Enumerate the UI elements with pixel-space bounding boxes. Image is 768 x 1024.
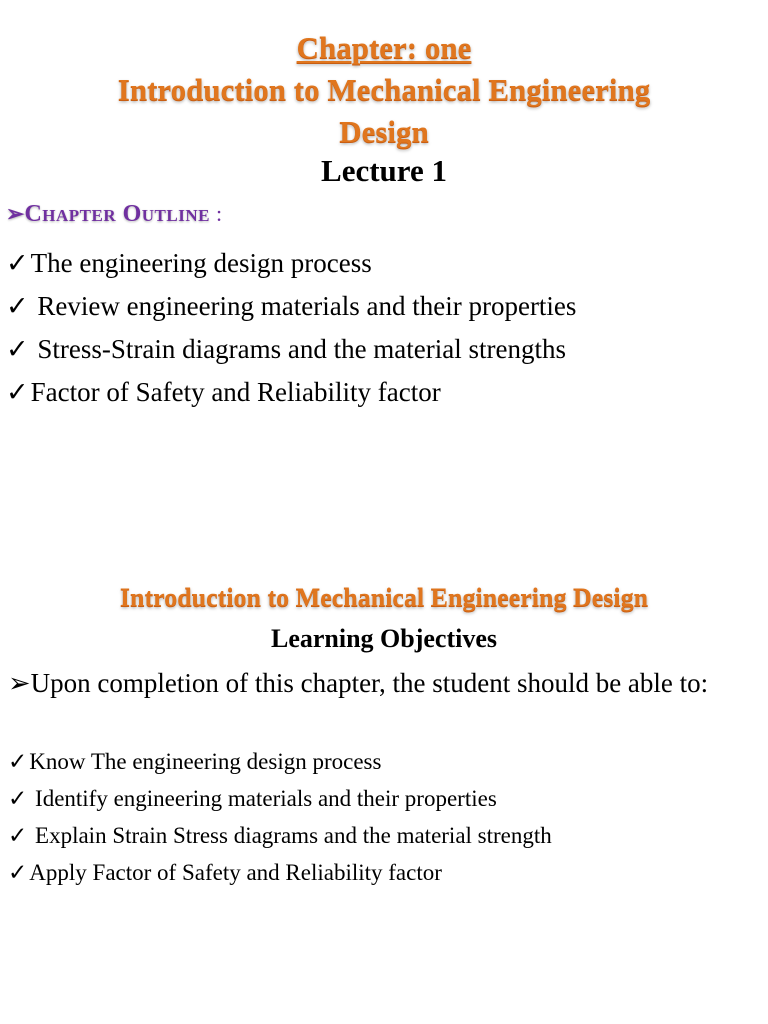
section-title: Introduction to Mechanical Engineering Design — [119, 583, 649, 612]
objectives-list — [8, 743, 552, 891]
lecture-label: Lecture 1 — [321, 153, 447, 188]
list-item: ✓Factor of Safety and Reliability factor — [6, 371, 576, 414]
list-item: ✓ Stress-Strain diagrams and the material strengths — [6, 328, 576, 371]
chapter-outline-heading — [6, 201, 222, 228]
chapter-subtitle-line1: Introduction to Mechanical Engineering — [117, 72, 651, 107]
arrow-bullet-icon: ➢ — [6, 201, 25, 226]
checkmark-icon: ✓ — [6, 377, 29, 407]
checkmark-icon: ✓ — [6, 334, 29, 364]
list-item: ✓Apply Factor of Safety and Reliability factor — [8, 854, 552, 891]
checkmark-icon: ✓ — [6, 248, 29, 278]
list-item: ✓ Review engineering materials and their properties — [6, 285, 576, 328]
outline-colon: : — [215, 201, 223, 226]
checkmark-icon: ✓ — [6, 291, 29, 321]
checkmark-icon: ✓ — [8, 749, 28, 774]
list-item: ✓Know The engineering design process — [8, 743, 552, 780]
checkmark-icon: ✓ — [8, 786, 28, 811]
checkmark-icon: ✓ — [8, 860, 28, 885]
list-item: ✓ Identify engineering materials and their properties — [8, 780, 552, 817]
chapter-subtitle-line2: Design — [339, 114, 429, 149]
chapter-title: Chapter: one — [296, 30, 472, 65]
objectives-intro: ➢Upon completion of this chapter, the student should be able to: — [8, 668, 709, 698]
arrow-bullet-icon: ➢ — [8, 668, 31, 698]
chapter-outline-label: Chapter Outline — [24, 201, 210, 227]
chapter-outline-list — [6, 242, 576, 414]
list-item: ✓ Explain Strain Stress diagrams and the material strength — [8, 817, 552, 854]
learning-objectives-heading: Learning Objectives — [270, 624, 498, 653]
checkmark-icon: ✓ — [8, 823, 28, 848]
list-item: ✓The engineering design process — [6, 242, 576, 285]
